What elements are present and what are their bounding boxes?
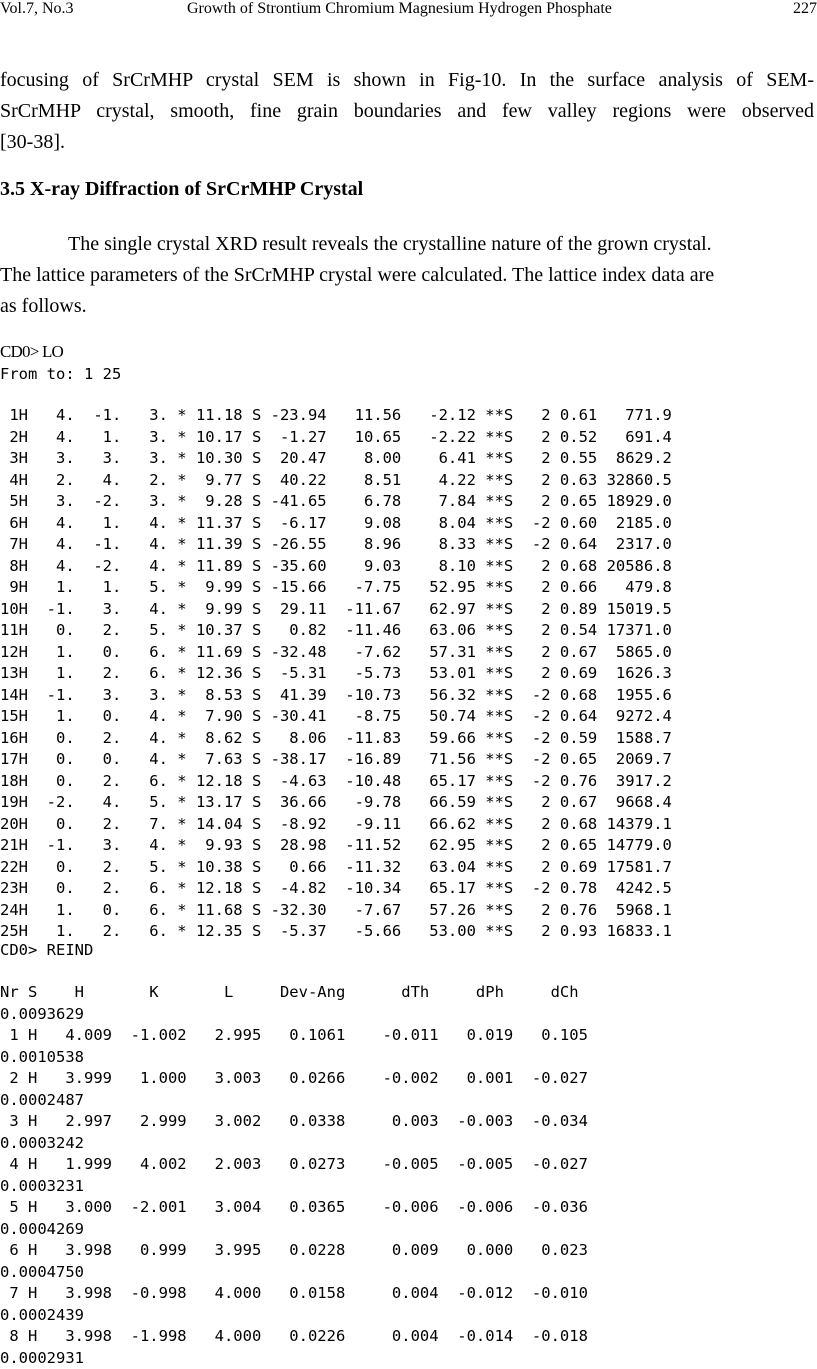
table-row: 6H 4. 1. 4. * 11.37 S -6.17 9.08 8.04 **S -2 0.60 2185.0 (0, 513, 672, 535)
table-row: 19H -2. 4. 5. * 13.17 S 36.66 -9.78 66.59 **S 2 0.67 9668.4 (0, 792, 672, 814)
table-row: 0.0002439 (0, 1305, 588, 1327)
table-row: 3H 3. 3. 3. * 10.30 S 20.47 8.00 6.41 **S 2 0.55 8629.2 (0, 448, 672, 470)
running-title: Growth of Strontium Chromium Magnesium Hydrogen Phosphate (187, 0, 612, 18)
paragraph-line: The single crystal XRD result reveals the crystalline nature of the grown crystal. (0, 229, 814, 260)
running-header (0, 0, 817, 22)
table-row: 12H 1. 0. 6. * 11.69 S -32.48 -7.62 57.31 **S 2 0.67 5865.0 (0, 642, 672, 664)
table-row: 0.0002931 (0, 1348, 588, 1369)
table-row: 22H 0. 2. 5. * 10.38 S 0.66 -11.32 63.04 **S 2 0.69 17581.7 (0, 857, 672, 879)
command-lo: CD0> LO (0, 342, 63, 362)
volume-label: Vol.7, No.3 (0, 0, 74, 18)
paragraph-line: as follows. (0, 291, 814, 322)
from-to-line: From to: 1 25 (0, 364, 121, 386)
table-row: 1 H 4.009 -1.002 2.995 0.1061 -0.011 0.019 0.105 (0, 1025, 588, 1047)
table-row: 5 H 3.000 -2.001 3.004 0.0365 -0.006 -0.006 -0.036 (0, 1197, 588, 1219)
table-row: 7H 4. -1. 4. * 11.39 S -26.55 8.96 8.33 **S -2 0.64 2317.0 (0, 534, 672, 556)
table-row: 0.0002487 (0, 1090, 588, 1112)
reindex-table (0, 982, 588, 1369)
paragraph-sem (0, 65, 814, 158)
command-reind: CD0> REIND (0, 940, 93, 962)
table-row: 16H 0. 2. 4. * 8.62 S 8.06 -11.83 59.66 **S -2 0.59 1588.7 (0, 728, 672, 750)
section-heading: 3.5 X-ray Diffraction of SrCrMHP Crystal (0, 178, 363, 201)
paragraph-line: The lattice parameters of the SrCrMHP crystal were calculated. The lattice index data are (0, 260, 814, 291)
paragraph-line: SrCrMHP crystal, smooth, fine grain boundaries and few valley regions were observed (0, 96, 814, 127)
table-row: Nr S H K L Dev-Ang dTh dPh dCh (0, 982, 588, 1004)
table-row: 11H 0. 2. 5. * 10.37 S 0.82 -11.46 63.06 **S 2 0.54 17371.0 (0, 620, 672, 642)
table-row: 21H -1. 3. 4. * 9.93 S 28.98 -11.52 62.95 **S 2 0.65 14779.0 (0, 835, 672, 857)
table-row: 25H 1. 2. 6. * 12.35 S -5.37 -5.66 53.00 **S 2 0.93 16833.1 (0, 921, 672, 943)
table-row: 17H 0. 0. 4. * 7.63 S -38.17 -16.89 71.56 **S -2 0.65 2069.7 (0, 749, 672, 771)
table-row: 13H 1. 2. 6. * 12.36 S -5.31 -5.73 53.01 **S 2 0.69 1626.3 (0, 663, 672, 685)
table-row: 18H 0. 2. 6. * 12.18 S -4.63 -10.48 65.17 **S -2 0.76 3917.2 (0, 771, 672, 793)
paragraph-xrd (0, 229, 814, 322)
table-row: 3 H 2.997 2.999 3.002 0.0338 0.003 -0.003 -0.034 (0, 1111, 588, 1133)
paragraph-line: focusing of SrCrMHP crystal SEM is shown in Fig-10. In the surface analysis of SEM- (0, 65, 814, 96)
table-row: 23H 0. 2. 6. * 12.18 S -4.82 -10.34 65.17 **S -2 0.78 4242.5 (0, 878, 672, 900)
paragraph-line: [30-38]. (0, 127, 814, 158)
lattice-index-table (0, 405, 672, 943)
table-row: 9H 1. 1. 5. * 9.99 S -15.66 -7.75 52.95 **S 2 0.66 479.8 (0, 577, 672, 599)
table-row: 0.0004269 (0, 1219, 588, 1241)
table-row: 15H 1. 0. 4. * 7.90 S -30.41 -8.75 50.74 **S -2 0.64 9272.4 (0, 706, 672, 728)
table-row: 0.0003242 (0, 1133, 588, 1155)
table-row: 20H 0. 2. 7. * 14.04 S -8.92 -9.11 66.62 **S 2 0.68 14379.1 (0, 814, 672, 836)
table-row: 0.0010538 (0, 1047, 588, 1069)
table-row: 1H 4. -1. 3. * 11.18 S -23.94 11.56 -2.12 **S 2 0.61 771.9 (0, 405, 672, 427)
table-row: 0.0003231 (0, 1176, 588, 1198)
table-row: 8 H 3.998 -1.998 4.000 0.0226 0.004 -0.014 -0.018 (0, 1326, 588, 1348)
table-row: 4 H 1.999 4.002 2.003 0.0273 -0.005 -0.005 -0.027 (0, 1154, 588, 1176)
table-row: 2 H 3.999 1.000 3.003 0.0266 -0.002 0.001 -0.027 (0, 1068, 588, 1090)
table-row: 7 H 3.998 -0.998 4.000 0.0158 0.004 -0.012 -0.010 (0, 1283, 588, 1305)
table-row: 0.0004750 (0, 1262, 588, 1284)
page-number: 227 (793, 0, 817, 18)
table-row: 5H 3. -2. 3. * 9.28 S -41.65 6.78 7.84 **S 2 0.65 18929.0 (0, 491, 672, 513)
table-row: 8H 4. -2. 4. * 11.89 S -35.60 9.03 8.10 **S 2 0.68 20586.8 (0, 556, 672, 578)
table-row: 2H 4. 1. 3. * 10.17 S -1.27 10.65 -2.22 **S 2 0.52 691.4 (0, 427, 672, 449)
table-row: 6 H 3.998 0.999 3.995 0.0228 0.009 0.000 0.023 (0, 1240, 588, 1262)
table-row: 24H 1. 0. 6. * 11.68 S -32.30 -7.67 57.26 **S 2 0.76 5968.1 (0, 900, 672, 922)
table-row: 0.0093629 (0, 1004, 588, 1026)
table-row: 10H -1. 3. 4. * 9.99 S 29.11 -11.67 62.97 **S 2 0.89 15019.5 (0, 599, 672, 621)
table-row: 4H 2. 4. 2. * 9.77 S 40.22 8.51 4.22 **S 2 0.63 32860.5 (0, 470, 672, 492)
table-row: 14H -1. 3. 3. * 8.53 S 41.39 -10.73 56.32 **S -2 0.68 1955.6 (0, 685, 672, 707)
